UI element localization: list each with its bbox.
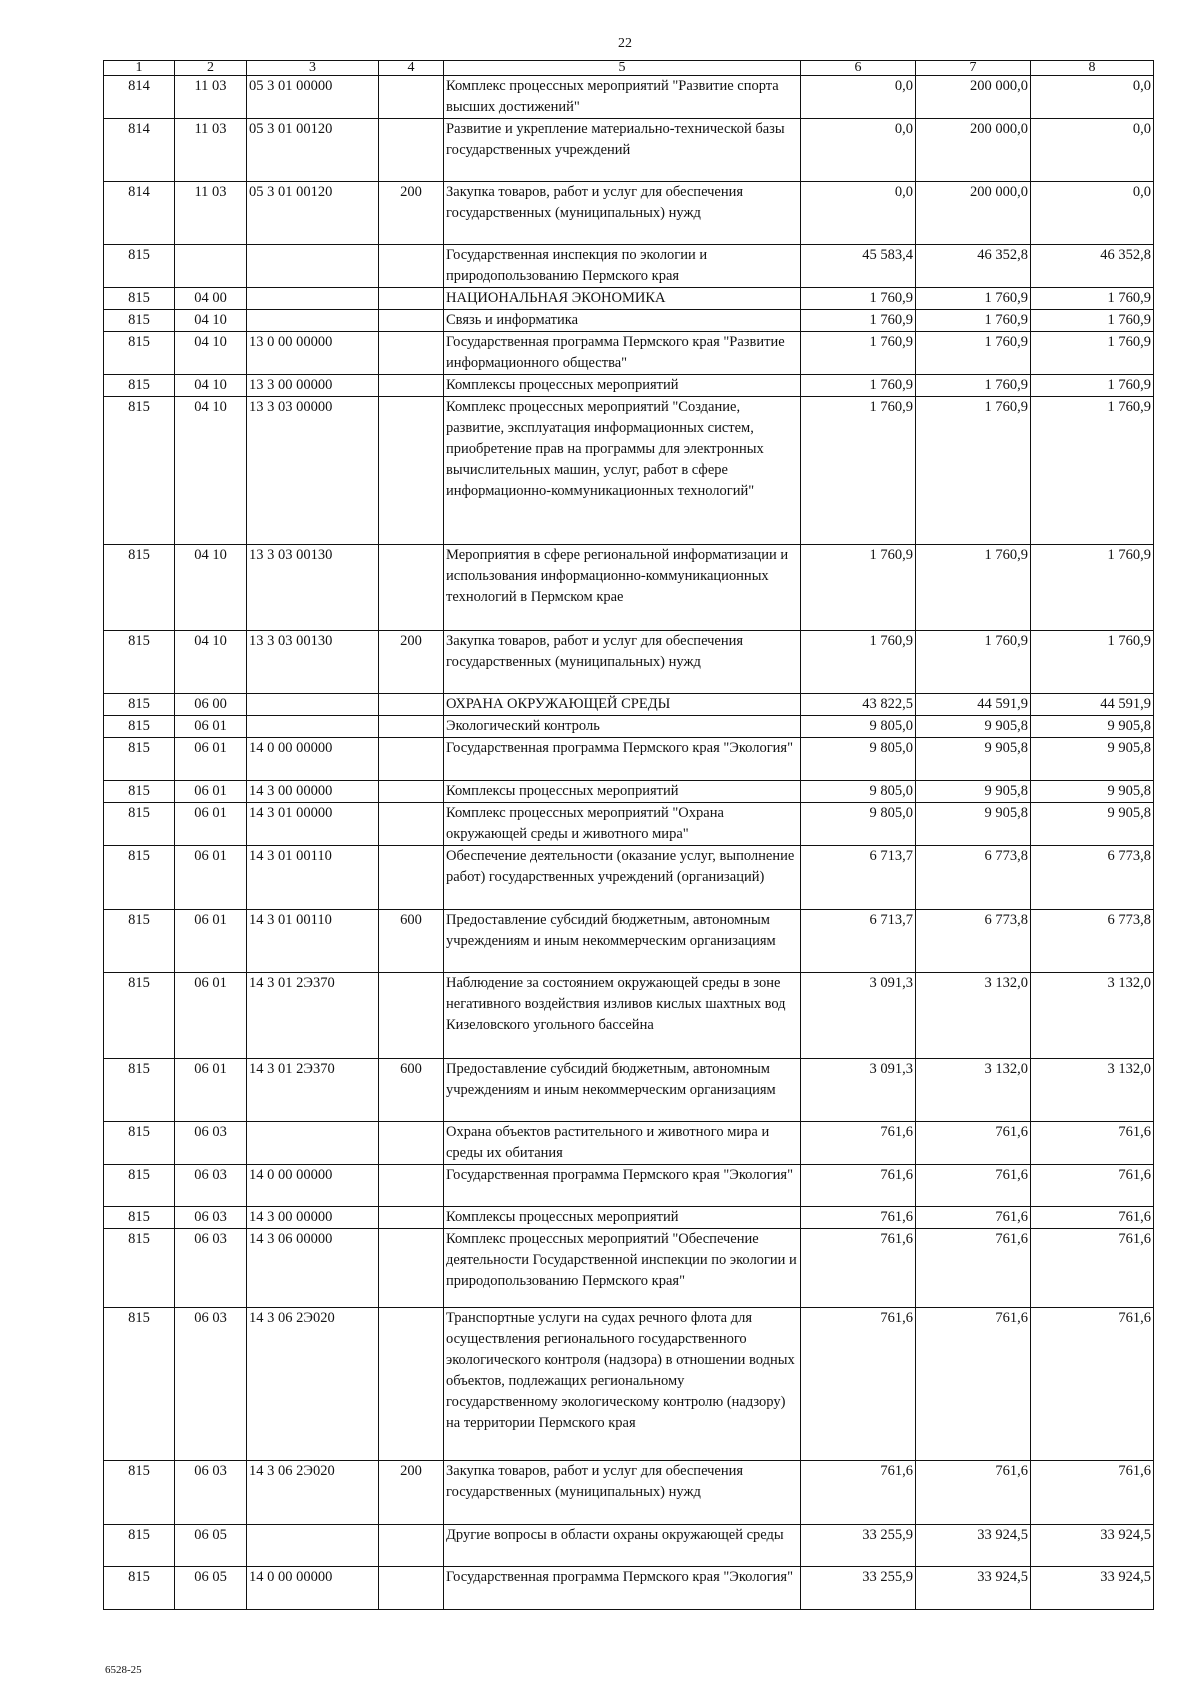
table-row — [104, 182, 1154, 245]
cell-col-8: 9 905,8 — [1031, 738, 1154, 781]
cell-col-7: 1 760,9 — [916, 375, 1031, 397]
table-row — [104, 375, 1154, 397]
table-row — [104, 1308, 1154, 1461]
cell-col-2: 11 03 — [175, 182, 247, 245]
cell-col-1: 815 — [104, 716, 175, 738]
table-row — [104, 1461, 1154, 1525]
cell-col-7: 761,6 — [916, 1122, 1031, 1165]
header-cell: 7 — [916, 61, 1031, 76]
cell-col-1: 815 — [104, 545, 175, 631]
cell-col-1: 815 — [104, 1229, 175, 1308]
cell-col-8: 6 773,8 — [1031, 846, 1154, 910]
cell-col-8: 1 760,9 — [1031, 288, 1154, 310]
cell-col-7: 1 760,9 — [916, 631, 1031, 694]
cell-col-4 — [379, 738, 444, 781]
cell-col-4 — [379, 1122, 444, 1165]
page-number: 22 — [618, 36, 632, 51]
cell-col-5: Мероприятия в сфере региональной информатизации и использования информационно-коммуникационных технологий в Пермском крае — [444, 545, 801, 631]
cell-col-1: 815 — [104, 694, 175, 716]
table-row — [104, 76, 1154, 119]
header-cell: 8 — [1031, 61, 1154, 76]
cell-col-3: 14 3 01 00000 — [247, 803, 379, 846]
cell-col-1: 815 — [104, 738, 175, 781]
cell-col-7: 6 773,8 — [916, 846, 1031, 910]
header-cell: 1 — [104, 61, 175, 76]
cell-col-3: 14 0 00 00000 — [247, 738, 379, 781]
cell-col-6: 45 583,4 — [801, 245, 916, 288]
cell-col-4 — [379, 545, 444, 631]
cell-col-7: 761,6 — [916, 1308, 1031, 1461]
cell-col-2: 06 01 — [175, 803, 247, 846]
table-row — [104, 631, 1154, 694]
cell-col-8: 9 905,8 — [1031, 781, 1154, 803]
cell-col-4 — [379, 76, 444, 119]
cell-col-5: Закупка товаров, работ и услуг для обеспечения государственных (муниципальных) нужд — [444, 631, 801, 694]
cell-col-8: 1 760,9 — [1031, 375, 1154, 397]
cell-col-7: 3 132,0 — [916, 1059, 1031, 1122]
cell-col-2: 06 03 — [175, 1207, 247, 1229]
table-row — [104, 781, 1154, 803]
cell-col-7: 1 760,9 — [916, 288, 1031, 310]
cell-col-4 — [379, 803, 444, 846]
cell-col-2: 04 10 — [175, 545, 247, 631]
cell-col-5: Обеспечение деятельности (оказание услуг, выполнение работ) государственных учреждений (организаций) — [444, 846, 801, 910]
cell-col-2: 04 10 — [175, 332, 247, 375]
cell-col-3: 14 0 00 00000 — [247, 1165, 379, 1207]
cell-col-8: 761,6 — [1031, 1122, 1154, 1165]
cell-col-2: 06 03 — [175, 1461, 247, 1525]
cell-col-8: 3 132,0 — [1031, 1059, 1154, 1122]
cell-col-7: 200 000,0 — [916, 119, 1031, 182]
cell-col-2: 06 05 — [175, 1567, 247, 1610]
cell-col-6: 1 760,9 — [801, 332, 916, 375]
header-cell: 3 — [247, 61, 379, 76]
cell-col-5: Охрана объектов растительного и животного мира и среды их обитания — [444, 1122, 801, 1165]
table-row — [104, 1059, 1154, 1122]
cell-col-6: 33 255,9 — [801, 1567, 916, 1610]
cell-col-4: 200 — [379, 631, 444, 694]
cell-col-1: 815 — [104, 631, 175, 694]
table-row — [104, 716, 1154, 738]
table-row — [104, 545, 1154, 631]
cell-col-8: 0,0 — [1031, 182, 1154, 245]
cell-col-5: Комплекс процессных мероприятий "Обеспечение деятельности Государственной инспекции по экологии и природопользованию Пермского края" — [444, 1229, 801, 1308]
table-row — [104, 694, 1154, 716]
cell-col-7: 761,6 — [916, 1207, 1031, 1229]
cell-col-2: 11 03 — [175, 76, 247, 119]
cell-col-8: 761,6 — [1031, 1308, 1154, 1461]
table-body — [104, 76, 1154, 1610]
cell-col-4 — [379, 973, 444, 1059]
cell-col-1: 815 — [104, 803, 175, 846]
cell-col-8: 3 132,0 — [1031, 973, 1154, 1059]
cell-col-8: 44 591,9 — [1031, 694, 1154, 716]
cell-col-7: 9 905,8 — [916, 716, 1031, 738]
cell-col-5: Комплекс процессных мероприятий "Создание, развитие, эксплуатация информационных систем, приобретение прав на программы для электронных вычислительных машин, услуг, работ в сфере информационно-коммуникационных технологий" — [444, 397, 801, 545]
cell-col-4 — [379, 332, 444, 375]
cell-col-4 — [379, 310, 444, 332]
cell-col-7: 9 905,8 — [916, 781, 1031, 803]
cell-col-3 — [247, 245, 379, 288]
table-row — [104, 119, 1154, 182]
cell-col-8: 761,6 — [1031, 1165, 1154, 1207]
table-row — [104, 288, 1154, 310]
cell-col-1: 814 — [104, 182, 175, 245]
cell-col-7: 1 760,9 — [916, 310, 1031, 332]
header-cell: 4 — [379, 61, 444, 76]
cell-col-6: 6 713,7 — [801, 846, 916, 910]
cell-col-3 — [247, 716, 379, 738]
cell-col-2: 06 00 — [175, 694, 247, 716]
table-row — [104, 1165, 1154, 1207]
cell-col-7: 200 000,0 — [916, 182, 1031, 245]
cell-col-3 — [247, 1525, 379, 1567]
cell-col-2: 04 10 — [175, 397, 247, 545]
cell-col-6: 761,6 — [801, 1165, 916, 1207]
cell-col-5: ОХРАНА ОКРУЖАЮЩЕЙ СРЕДЫ — [444, 694, 801, 716]
table-row — [104, 1567, 1154, 1610]
cell-col-2: 06 01 — [175, 716, 247, 738]
cell-col-3: 13 3 03 00130 — [247, 631, 379, 694]
cell-col-5: Комплексы процессных мероприятий — [444, 375, 801, 397]
cell-col-8: 761,6 — [1031, 1461, 1154, 1525]
cell-col-1: 815 — [104, 1165, 175, 1207]
cell-col-5: Комплексы процессных мероприятий — [444, 1207, 801, 1229]
cell-col-3: 13 3 03 00000 — [247, 397, 379, 545]
table-row — [104, 310, 1154, 332]
cell-col-5: Закупка товаров, работ и услуг для обеспечения государственных (муниципальных) нужд — [444, 1461, 801, 1525]
cell-col-3: 13 3 03 00130 — [247, 545, 379, 631]
cell-col-3 — [247, 288, 379, 310]
cell-col-3: 05 3 01 00120 — [247, 182, 379, 245]
cell-col-5: Другие вопросы в области охраны окружающей среды — [444, 1525, 801, 1567]
cell-col-1: 815 — [104, 846, 175, 910]
cell-col-3 — [247, 1122, 379, 1165]
cell-col-2: 06 05 — [175, 1525, 247, 1567]
cell-col-6: 33 255,9 — [801, 1525, 916, 1567]
cell-col-4 — [379, 846, 444, 910]
cell-col-3: 14 3 06 2Э020 — [247, 1461, 379, 1525]
cell-col-5: Транспортные услуги на судах речного флота для осуществления регионального государственного экологического контроля (надзора) в отношении водных объектов, подлежащих региональному государственному экологическому контролю (надзору) на территории Пермского края — [444, 1308, 801, 1461]
table-row — [104, 1122, 1154, 1165]
cell-col-7: 33 924,5 — [916, 1567, 1031, 1610]
cell-col-5: НАЦИОНАЛЬНАЯ ЭКОНОМИКА — [444, 288, 801, 310]
cell-col-2: 04 10 — [175, 375, 247, 397]
cell-col-8: 1 760,9 — [1031, 397, 1154, 545]
cell-col-1: 815 — [104, 310, 175, 332]
cell-col-4: 200 — [379, 182, 444, 245]
cell-col-6: 1 760,9 — [801, 545, 916, 631]
table-row — [104, 245, 1154, 288]
cell-col-7: 33 924,5 — [916, 1525, 1031, 1567]
cell-col-7: 9 905,8 — [916, 738, 1031, 781]
cell-col-4 — [379, 397, 444, 545]
cell-col-6: 761,6 — [801, 1308, 916, 1461]
cell-col-8: 9 905,8 — [1031, 716, 1154, 738]
cell-col-1: 815 — [104, 375, 175, 397]
cell-col-1: 815 — [104, 397, 175, 545]
cell-col-5: Экологический контроль — [444, 716, 801, 738]
cell-col-7: 6 773,8 — [916, 910, 1031, 973]
cell-col-7: 46 352,8 — [916, 245, 1031, 288]
cell-col-5: Связь и информатика — [444, 310, 801, 332]
cell-col-6: 43 822,5 — [801, 694, 916, 716]
cell-col-5: Развитие и укрепление материально-технической базы государственных учреждений — [444, 119, 801, 182]
cell-col-3: 14 3 06 2Э020 — [247, 1308, 379, 1461]
header-cell: 6 — [801, 61, 916, 76]
cell-col-7: 3 132,0 — [916, 973, 1031, 1059]
cell-col-7: 761,6 — [916, 1165, 1031, 1207]
cell-col-3: 14 3 01 2Э370 — [247, 973, 379, 1059]
cell-col-1: 815 — [104, 288, 175, 310]
cell-col-8: 33 924,5 — [1031, 1525, 1154, 1567]
cell-col-1: 815 — [104, 1308, 175, 1461]
cell-col-2: 04 10 — [175, 631, 247, 694]
cell-col-8: 761,6 — [1031, 1229, 1154, 1308]
cell-col-8: 0,0 — [1031, 76, 1154, 119]
cell-col-7: 9 905,8 — [916, 803, 1031, 846]
table-row — [104, 1207, 1154, 1229]
cell-col-2 — [175, 245, 247, 288]
cell-col-1: 814 — [104, 119, 175, 182]
cell-col-6: 9 805,0 — [801, 716, 916, 738]
cell-col-4 — [379, 781, 444, 803]
cell-col-3: 14 3 01 2Э370 — [247, 1059, 379, 1122]
budget-table — [103, 60, 1154, 1610]
table-row — [104, 803, 1154, 846]
cell-col-2: 06 03 — [175, 1229, 247, 1308]
cell-col-6: 0,0 — [801, 182, 916, 245]
cell-col-7: 44 591,9 — [916, 694, 1031, 716]
cell-col-6: 3 091,3 — [801, 973, 916, 1059]
cell-col-2: 06 01 — [175, 781, 247, 803]
header-cell: 5 — [444, 61, 801, 76]
header-row — [104, 61, 1154, 76]
cell-col-6: 0,0 — [801, 119, 916, 182]
cell-col-6: 9 805,0 — [801, 738, 916, 781]
cell-col-3: 14 3 01 00110 — [247, 846, 379, 910]
cell-col-8: 46 352,8 — [1031, 245, 1154, 288]
cell-col-2: 04 10 — [175, 310, 247, 332]
cell-col-6: 0,0 — [801, 76, 916, 119]
cell-col-4 — [379, 119, 444, 182]
cell-col-2: 06 01 — [175, 846, 247, 910]
cell-col-6: 761,6 — [801, 1461, 916, 1525]
cell-col-8: 1 760,9 — [1031, 332, 1154, 375]
cell-col-2: 06 01 — [175, 973, 247, 1059]
cell-col-4 — [379, 288, 444, 310]
cell-col-5: Государственная программа Пермского края "Экология" — [444, 1165, 801, 1207]
cell-col-3: 14 3 01 00110 — [247, 910, 379, 973]
cell-col-1: 815 — [104, 1461, 175, 1525]
cell-col-4: 600 — [379, 910, 444, 973]
cell-col-8: 761,6 — [1031, 1207, 1154, 1229]
cell-col-1: 815 — [104, 245, 175, 288]
cell-col-5: Закупка товаров, работ и услуг для обеспечения государственных (муниципальных) нужд — [444, 182, 801, 245]
cell-col-4: 600 — [379, 1059, 444, 1122]
cell-col-2: 06 03 — [175, 1308, 247, 1461]
cell-col-8: 33 924,5 — [1031, 1567, 1154, 1610]
cell-col-6: 761,6 — [801, 1229, 916, 1308]
cell-col-1: 815 — [104, 1122, 175, 1165]
cell-col-8: 9 905,8 — [1031, 803, 1154, 846]
table-row — [104, 397, 1154, 545]
cell-col-1: 815 — [104, 973, 175, 1059]
cell-col-4 — [379, 1525, 444, 1567]
cell-col-1: 815 — [104, 1059, 175, 1122]
cell-col-6: 9 805,0 — [801, 803, 916, 846]
cell-col-3: 05 3 01 00000 — [247, 76, 379, 119]
cell-col-8: 1 760,9 — [1031, 310, 1154, 332]
cell-col-4 — [379, 1207, 444, 1229]
cell-col-3: 14 3 00 00000 — [247, 1207, 379, 1229]
cell-col-5: Комплекс процессных мероприятий "Развитие спорта высших достижений" — [444, 76, 801, 119]
cell-col-6: 1 760,9 — [801, 631, 916, 694]
cell-col-4 — [379, 245, 444, 288]
cell-col-7: 200 000,0 — [916, 76, 1031, 119]
cell-col-3: 14 3 00 00000 — [247, 781, 379, 803]
cell-col-1: 815 — [104, 910, 175, 973]
cell-col-7: 761,6 — [916, 1461, 1031, 1525]
cell-col-1: 815 — [104, 1525, 175, 1567]
cell-col-3: 13 0 00 00000 — [247, 332, 379, 375]
cell-col-4 — [379, 1229, 444, 1308]
cell-col-8: 1 760,9 — [1031, 631, 1154, 694]
cell-col-4: 200 — [379, 1461, 444, 1525]
cell-col-5: Комплексы процессных мероприятий — [444, 781, 801, 803]
cell-col-3 — [247, 694, 379, 716]
cell-col-6: 1 760,9 — [801, 397, 916, 545]
cell-col-4 — [379, 1567, 444, 1610]
cell-col-5: Государственная программа Пермского края "Развитие информационного общества" — [444, 332, 801, 375]
table-row — [104, 332, 1154, 375]
table-row — [104, 1525, 1154, 1567]
cell-col-1: 815 — [104, 781, 175, 803]
cell-col-5: Государственная инспекция по экологии и природопользованию Пермского края — [444, 245, 801, 288]
cell-col-2: 06 01 — [175, 1059, 247, 1122]
cell-col-1: 815 — [104, 332, 175, 375]
cell-col-6: 1 760,9 — [801, 310, 916, 332]
table-row — [104, 738, 1154, 781]
cell-col-7: 761,6 — [916, 1229, 1031, 1308]
cell-col-4 — [379, 1308, 444, 1461]
cell-col-2: 06 03 — [175, 1165, 247, 1207]
cell-col-6: 6 713,7 — [801, 910, 916, 973]
cell-col-3 — [247, 310, 379, 332]
cell-col-4 — [379, 694, 444, 716]
cell-col-5: Предоставление субсидий бюджетным, автономным учреждениям и иным некоммерческим организациям — [444, 910, 801, 973]
document-code: 6528-25 — [105, 1664, 142, 1676]
cell-col-2: 04 00 — [175, 288, 247, 310]
cell-col-3: 14 3 06 00000 — [247, 1229, 379, 1308]
cell-col-8: 6 773,8 — [1031, 910, 1154, 973]
cell-col-5: Наблюдение за состоянием окружающей среды в зоне негативного воздействия изливов кислых шахтных вод Кизеловского угольного бассейна — [444, 973, 801, 1059]
cell-col-7: 1 760,9 — [916, 332, 1031, 375]
cell-col-2: 11 03 — [175, 119, 247, 182]
cell-col-6: 9 805,0 — [801, 781, 916, 803]
cell-col-4 — [379, 375, 444, 397]
cell-col-1: 815 — [104, 1207, 175, 1229]
cell-col-3: 13 3 00 00000 — [247, 375, 379, 397]
cell-col-3: 05 3 01 00120 — [247, 119, 379, 182]
table-row — [104, 973, 1154, 1059]
cell-col-2: 06 01 — [175, 910, 247, 973]
cell-col-5: Комплекс процессных мероприятий "Охрана окружающей среды и животного мира" — [444, 803, 801, 846]
cell-col-8: 0,0 — [1031, 119, 1154, 182]
cell-col-5: Государственная программа Пермского края "Экология" — [444, 1567, 801, 1610]
cell-col-8: 1 760,9 — [1031, 545, 1154, 631]
cell-col-5: Государственная программа Пермского края "Экология" — [444, 738, 801, 781]
cell-col-2: 06 01 — [175, 738, 247, 781]
cell-col-6: 1 760,9 — [801, 288, 916, 310]
cell-col-4 — [379, 716, 444, 738]
cell-col-7: 1 760,9 — [916, 397, 1031, 545]
table-row — [104, 846, 1154, 910]
cell-col-1: 814 — [104, 76, 175, 119]
cell-col-2: 06 03 — [175, 1122, 247, 1165]
cell-col-6: 761,6 — [801, 1122, 916, 1165]
cell-col-6: 1 760,9 — [801, 375, 916, 397]
cell-col-4 — [379, 1165, 444, 1207]
cell-col-6: 3 091,3 — [801, 1059, 916, 1122]
cell-col-6: 761,6 — [801, 1207, 916, 1229]
cell-col-3: 14 0 00 00000 — [247, 1567, 379, 1610]
cell-col-5: Предоставление субсидий бюджетным, автономным учреждениям и иным некоммерческим организациям — [444, 1059, 801, 1122]
table-row — [104, 910, 1154, 973]
header-cell: 2 — [175, 61, 247, 76]
cell-col-1: 815 — [104, 1567, 175, 1610]
table-row — [104, 1229, 1154, 1308]
cell-col-7: 1 760,9 — [916, 545, 1031, 631]
